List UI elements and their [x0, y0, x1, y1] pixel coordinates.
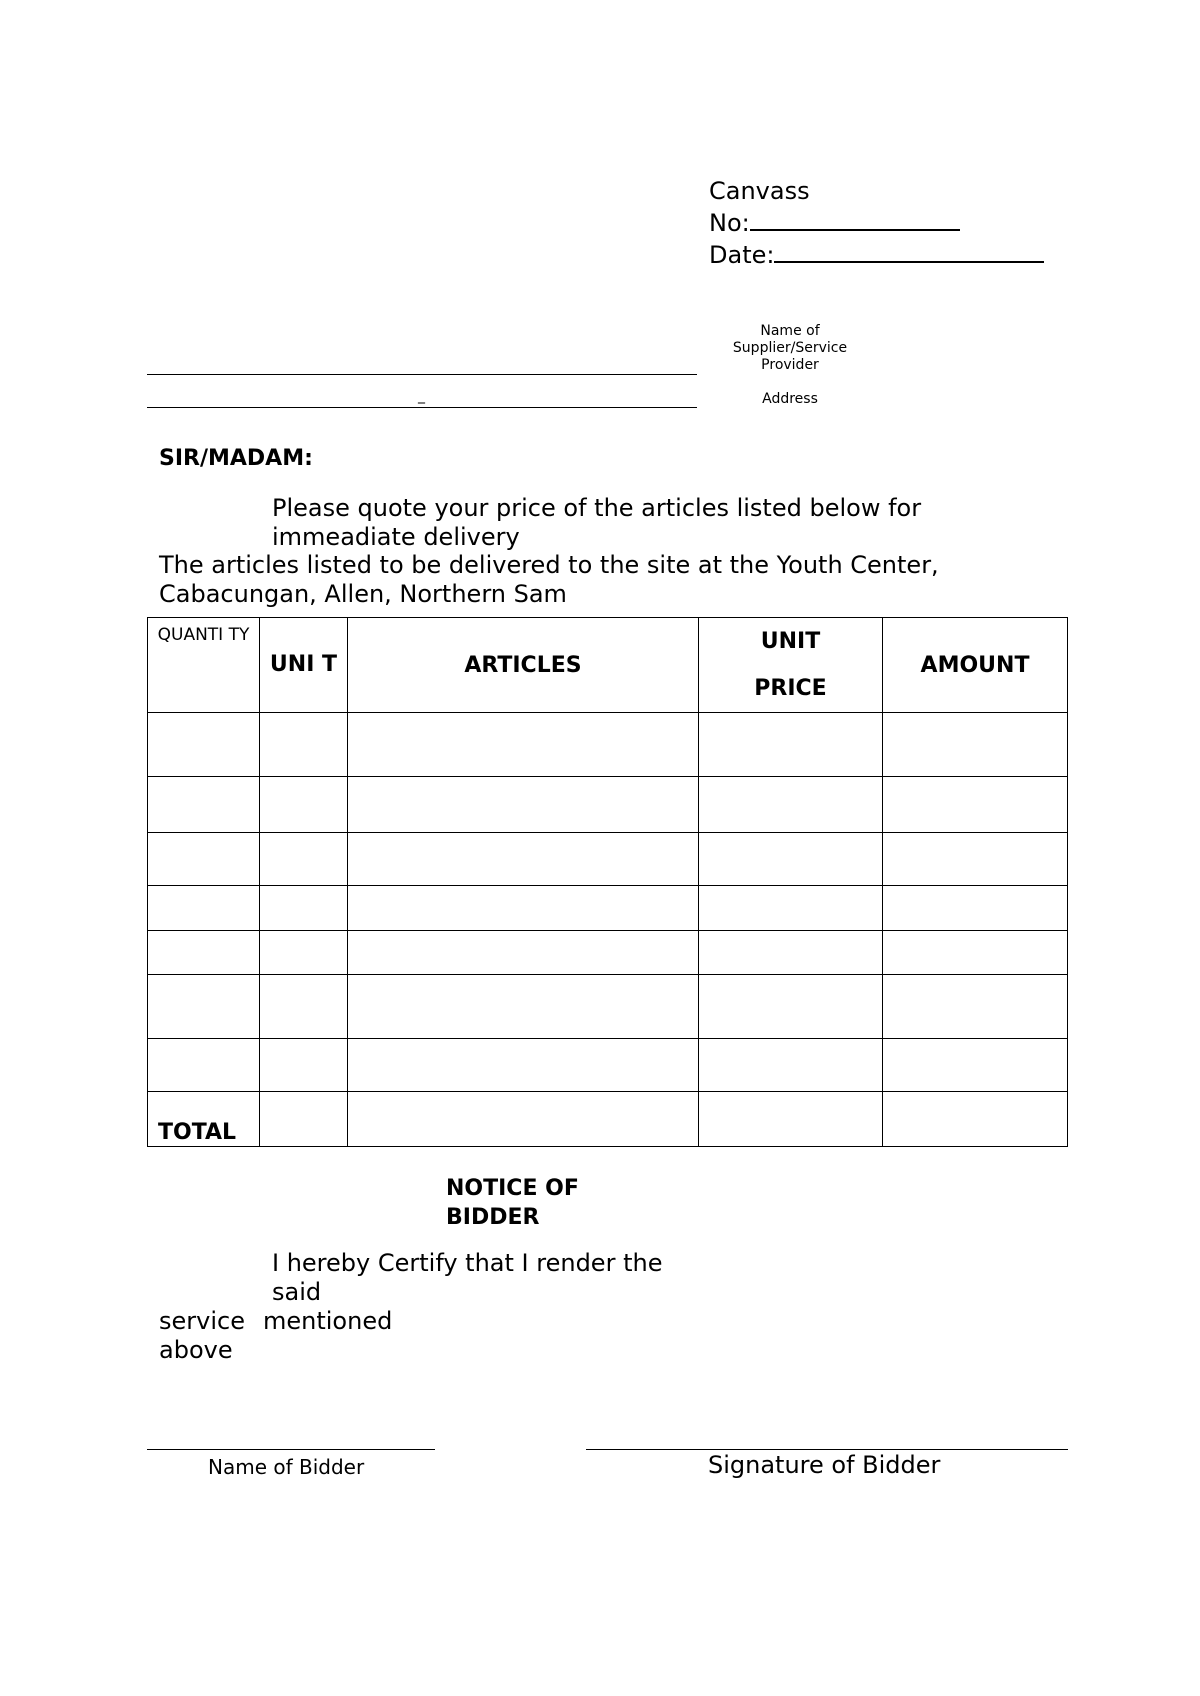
header-articles: ARTICLES [348, 618, 699, 713]
articles-cell[interactable] [348, 777, 699, 833]
unit-cell[interactable] [260, 931, 348, 975]
unit-price-cell[interactable] [699, 886, 883, 931]
articles-table [147, 617, 1068, 1147]
supplier-address-line[interactable] [147, 407, 697, 408]
canvass-no-field[interactable] [750, 207, 960, 231]
bidder-signature-label: Signature of Bidder [708, 1451, 941, 1479]
certification-word-above: above [159, 1336, 233, 1364]
unit-cell[interactable] [260, 975, 348, 1039]
quantity-cell[interactable] [148, 886, 260, 931]
amount-cell[interactable] [883, 886, 1068, 931]
certification-word-service: service [159, 1307, 245, 1335]
unit-price-cell[interactable] [699, 931, 883, 975]
supplier-name-label: Name of Supplier/Service Provider [732, 323, 848, 373]
unit-cell[interactable] [260, 886, 348, 931]
table-row [148, 931, 1068, 975]
certification-line: I hereby Certify that I render the said [272, 1249, 663, 1306]
salutation: SIR/MADAM: [159, 446, 313, 471]
quantity-cell[interactable] [148, 975, 260, 1039]
bidder-name-label: Name of Bidder [208, 1455, 365, 1479]
supplier-name-line[interactable] [147, 374, 697, 375]
table-row [148, 777, 1068, 833]
articles-cell[interactable] [348, 975, 699, 1039]
amount-cell[interactable] [883, 713, 1068, 777]
bidder-signature-line[interactable] [586, 1449, 1068, 1450]
date-label: Date: [709, 241, 775, 269]
header-unit-price-line-1: UNIT [760, 629, 821, 654]
quantity-cell[interactable] [148, 1039, 260, 1092]
unit-price-cell[interactable] [699, 713, 883, 777]
quantity-cell[interactable] [148, 833, 260, 886]
canvass-label: Canvass [709, 177, 810, 205]
table-row [148, 713, 1068, 777]
certification-word-mentioned: mentioned [263, 1307, 393, 1335]
articles-cell[interactable] [348, 1039, 699, 1092]
articles-cell[interactable] [348, 886, 699, 931]
header-unit-price-line-2: PRICE [754, 676, 827, 701]
address-line-mark: _ [418, 388, 425, 404]
header-quantity: QUANTI TY [148, 618, 260, 713]
unit-price-cell[interactable] [699, 777, 883, 833]
amount-cell[interactable] [883, 931, 1068, 975]
total-articles-cell[interactable] [348, 1092, 699, 1147]
canvass-no-label: No: [709, 209, 750, 237]
table-row [148, 886, 1068, 931]
amount-cell[interactable] [883, 777, 1068, 833]
header-amount: AMOUNT [883, 618, 1068, 713]
table-row [148, 1039, 1068, 1092]
amount-cell[interactable] [883, 1039, 1068, 1092]
total-row [148, 1092, 1068, 1147]
request-paragraph: Please quote your price of the articles listed below for immeadiate delivery [272, 494, 922, 551]
delivery-paragraph: The articles listed to be delivered to the site at the Youth Center, Cabacungan, Allen, Northern Sam [159, 551, 939, 608]
amount-cell[interactable] [883, 975, 1068, 1039]
amount-cell[interactable] [883, 833, 1068, 886]
articles-cell[interactable] [348, 713, 699, 777]
quantity-cell[interactable] [148, 931, 260, 975]
total-unit-price-cell[interactable] [699, 1092, 883, 1147]
table-row [148, 975, 1068, 1039]
unit-price-cell[interactable] [699, 833, 883, 886]
total-label: TOTAL [148, 1092, 260, 1147]
unit-price-cell[interactable] [699, 1039, 883, 1092]
date-field[interactable] [774, 239, 1044, 263]
articles-cell[interactable] [348, 931, 699, 975]
unit-cell[interactable] [260, 1039, 348, 1092]
total-unit-cell[interactable] [260, 1092, 348, 1147]
unit-cell[interactable] [260, 777, 348, 833]
header-unit-price [699, 618, 883, 713]
canvass-header [709, 176, 1044, 271]
unit-cell[interactable] [260, 713, 348, 777]
unit-price-cell[interactable] [699, 975, 883, 1039]
header-unit: UNI T [260, 618, 348, 713]
articles-cell[interactable] [348, 833, 699, 886]
quantity-cell[interactable] [148, 777, 260, 833]
table-row [148, 833, 1068, 886]
quantity-cell[interactable] [148, 713, 260, 777]
table-header-row [148, 618, 1068, 713]
bidder-name-line[interactable] [147, 1449, 435, 1450]
notice-title: NOTICE OF BIDDER [446, 1176, 579, 1230]
supplier-address-label: Address [762, 391, 818, 407]
unit-cell[interactable] [260, 833, 348, 886]
total-amount-cell[interactable] [883, 1092, 1068, 1147]
